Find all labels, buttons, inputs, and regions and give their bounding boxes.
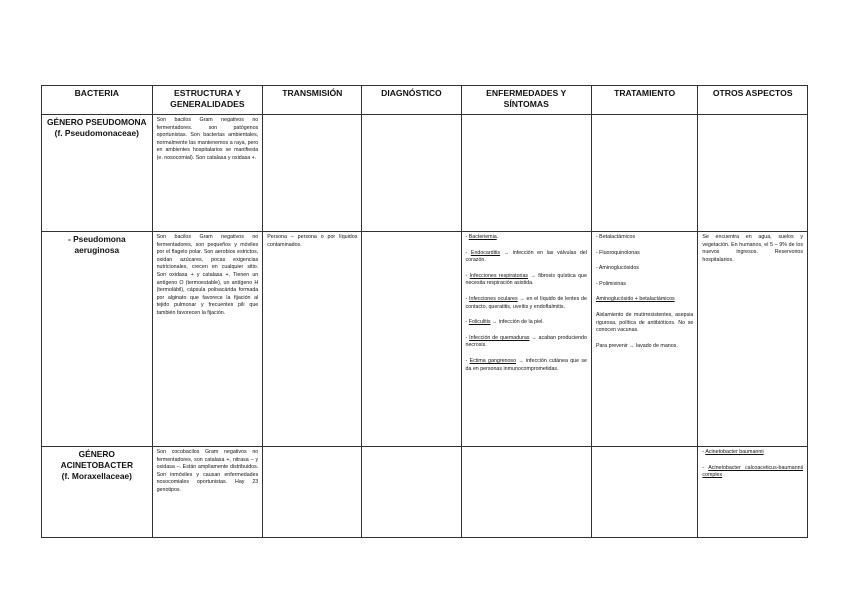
enfermedades-cell — [461, 447, 591, 538]
enfermedades-cell — [461, 115, 591, 232]
header-row — [42, 86, 808, 115]
header-estructura: ESTRUCTURA Y GENERALIDADES — [152, 86, 263, 115]
otros-cell — [698, 115, 808, 232]
otros-cell: Se encuentra en agua, suelos y vegetación. En humanos, el 5 – 9% de los nuevos ingresos. Reservorios hospitalarios. — [698, 232, 808, 447]
genus-name: GÉNERO ACINETOBACTER — [60, 449, 134, 470]
family-name: (f. Pseudomonaceae) — [54, 128, 139, 138]
disease-item: - Foliculitis → infección de la piel. — [465, 319, 544, 326]
diagnostico-cell — [362, 447, 461, 538]
header-otros: OTROS ASPECTOS — [698, 86, 808, 115]
transmision-cell — [263, 115, 362, 232]
table-row — [42, 115, 808, 232]
disease-item: - Infecciones respiratorias → fibrosis quística que necesita respiración asistida. — [465, 272, 587, 287]
treatment-item: - Fluoroquinolonas — [595, 249, 640, 256]
treatment-item: - Betalactámicos — [595, 234, 636, 240]
bacteria-cell — [42, 115, 153, 232]
treatment-isolation: Aislamiento de mutirresistentes, asepsia rigurosa, política de antibióticos. No se conocen vacunas. — [595, 311, 694, 334]
header-tratamiento: TRATAMIENTO — [591, 86, 697, 115]
bacteria-cell — [42, 447, 153, 538]
otros-cell — [698, 447, 808, 538]
treatment-item: - Aminoglucósidos — [595, 265, 639, 272]
treatment-item: - Polimixinas — [595, 280, 626, 287]
disease-item: - Endocarditis → infección en las válvulas del corazón. — [465, 249, 587, 264]
species-item: - Acinetobacter calcoaceticus-baumannii complex — [702, 464, 803, 479]
header-diagnostico: DIAGNÓSTICO — [362, 86, 461, 115]
enfermedades-cell — [461, 232, 591, 447]
estructura-cell: Son bacilos Gram negativos no fermentadores. son patógenos oportunistas. Son bacterias ambientales, normalmente las mantenemos a raya, pero en ambientes hospitalarios se manifiesta (e. nosocomial). Son catalasa y oxidasa +. — [152, 115, 263, 232]
bacteria-table — [41, 85, 808, 538]
genus-name: GÉNERO PSEUDOMONA — [47, 117, 147, 127]
transmision-cell: Persona – persona o por líquidos contaminados. — [263, 232, 362, 447]
tratamiento-cell — [591, 232, 697, 447]
species-item: - Acinetobacter baumannii — [702, 449, 764, 455]
estructura-cell: Son cocobacilos Gram negativos no fermentadores, son catalasa +, nitrasa – y oxidasa –. Están ampliamente distribuidos. Son inmóviles y causan enfermedades nosocomiales oportunistas. Hay 23 genotipos. — [152, 447, 263, 538]
diagnostico-cell — [362, 232, 461, 447]
table-row — [42, 447, 808, 538]
disease-item: - Ectima gangrenoso → infección cutánea que se da en personas inmunocomprometidas. — [465, 357, 587, 372]
table-row — [42, 232, 808, 447]
treatment-prevention: Para prevenir → lavado de manos. — [595, 342, 678, 349]
transmision-cell — [263, 447, 362, 538]
disease-item: - Bacteriemia. — [465, 234, 499, 240]
disease-item: - Infecciones oculares → en el líquido de lentes de contacto, queratitis, uveítis y endoftalmitis. — [465, 295, 587, 310]
bacteria-cell: - Pseudomona aeruginosa — [42, 232, 153, 447]
header-transmision: TRANSMISIÓN — [263, 86, 362, 115]
disease-item: - Infección de quemaduras → acaban produciendo necrosis. — [465, 334, 587, 349]
family-name: (f. Moraxellaceae) — [61, 471, 132, 481]
estructura-cell: Son bacilos Gram negativos no fermentadores, son pequeños y móviles por el flagelo polar. Son aerobios estrictos, oxidan azúcares, pocas exigencias nutricionales, crecen en cualquier sitio. Son oxidasa + y catalasa +. Tienen un antígeno O (termoestable), un antígeno H (termolábil), cápsula polisacárida formada por alginato que favorece la fijación al tejido pulmonar y frecuentes pili que también favorecen la fijación. — [152, 232, 263, 447]
header-bacteria: BACTERIA — [42, 86, 153, 115]
tratamiento-cell — [591, 115, 697, 232]
header-enfermedades: ENFERMEDADES Y SÍNTOMAS — [461, 86, 591, 115]
treatment-combo: Aminoglucósido + betalactámicos — [595, 296, 675, 303]
diagnostico-cell — [362, 115, 461, 232]
tratamiento-cell — [591, 447, 697, 538]
